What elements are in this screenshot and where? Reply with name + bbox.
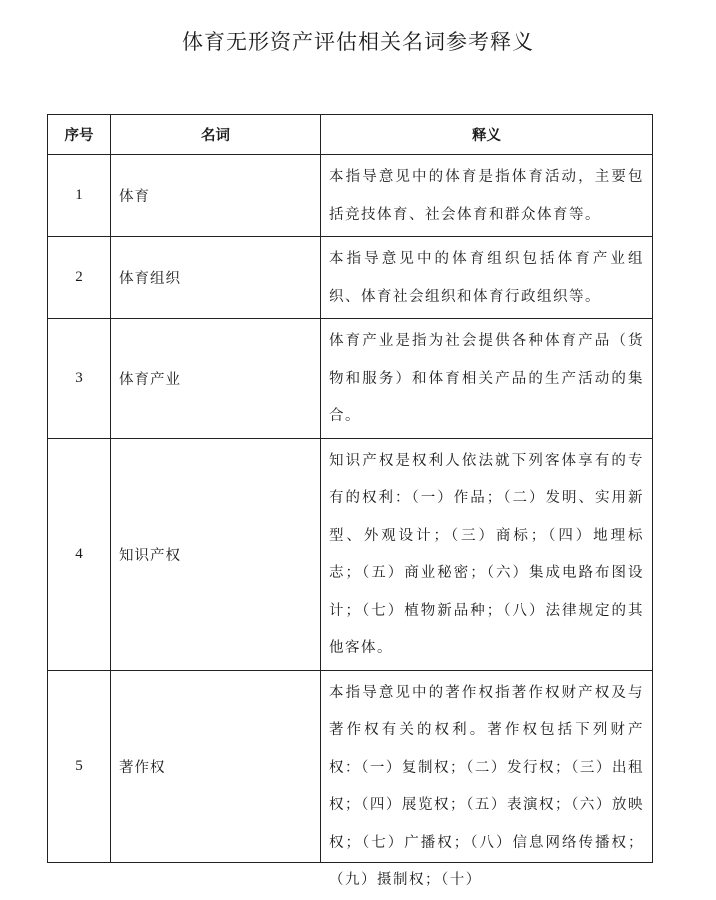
row-seq: 3: [48, 319, 111, 439]
row-seq: 1: [48, 155, 111, 237]
header-term: 名词: [111, 115, 321, 155]
row-definition: 本指导意见中的体育是指体育活动，主要包括竞技体育、社会体育和群众体育等。: [321, 155, 653, 237]
table-row: [48, 319, 653, 439]
row-definition: [321, 670, 653, 888]
row-seq: 5: [48, 670, 111, 862]
row-definition: 本指导意见中的体育组织包括体育产业组织、体育社会组织和体育行政组织等。: [321, 237, 653, 319]
row-term: 体育组织: [111, 237, 321, 319]
row-seq: 4: [48, 438, 111, 670]
row-term: 知识产权: [111, 438, 321, 670]
row-term: 体育产业: [111, 319, 321, 439]
table-row: [48, 438, 653, 670]
row-seq: 2: [48, 237, 111, 319]
row-term: 体育: [111, 155, 321, 237]
header-seq: 序号: [48, 115, 111, 155]
row-term: 著作权: [111, 670, 321, 862]
table-header-row: [48, 115, 653, 155]
row-definition: 体育产业是指为社会提供各种体育产品（货物和服务）和体育相关产品的生产活动的集合。: [321, 319, 653, 439]
document-title: 体育无形资产评估相关名词参考释义: [182, 30, 534, 54]
table-row: [48, 670, 653, 862]
row-definition: 知识产权是权利人依法就下列客体享有的专有的权利：（一）作品；（二）发明、实用新型、外观设计；（三）商标；（四）地理标志；（五）商业秘密；（六）集成电路布图设计；（七）植物新品种；（八）法律规定的其他客体。: [321, 438, 653, 670]
header-definition: 释义: [321, 115, 653, 155]
table-row: [48, 155, 653, 237]
row-definition-text: 本指导意见中的著作权指著作权财产权及与著作权有关的权利。著作权包括下列财产权：（一）复制权；（二）发行权；（三）出租权；（四）展览权；（五）表演权；（六）放映权；（七）广播权；（八）信息网络传播权；（九）摄制权；（十）: [329, 684, 644, 888]
terms-table: [47, 114, 653, 888]
table-row: [48, 237, 653, 319]
